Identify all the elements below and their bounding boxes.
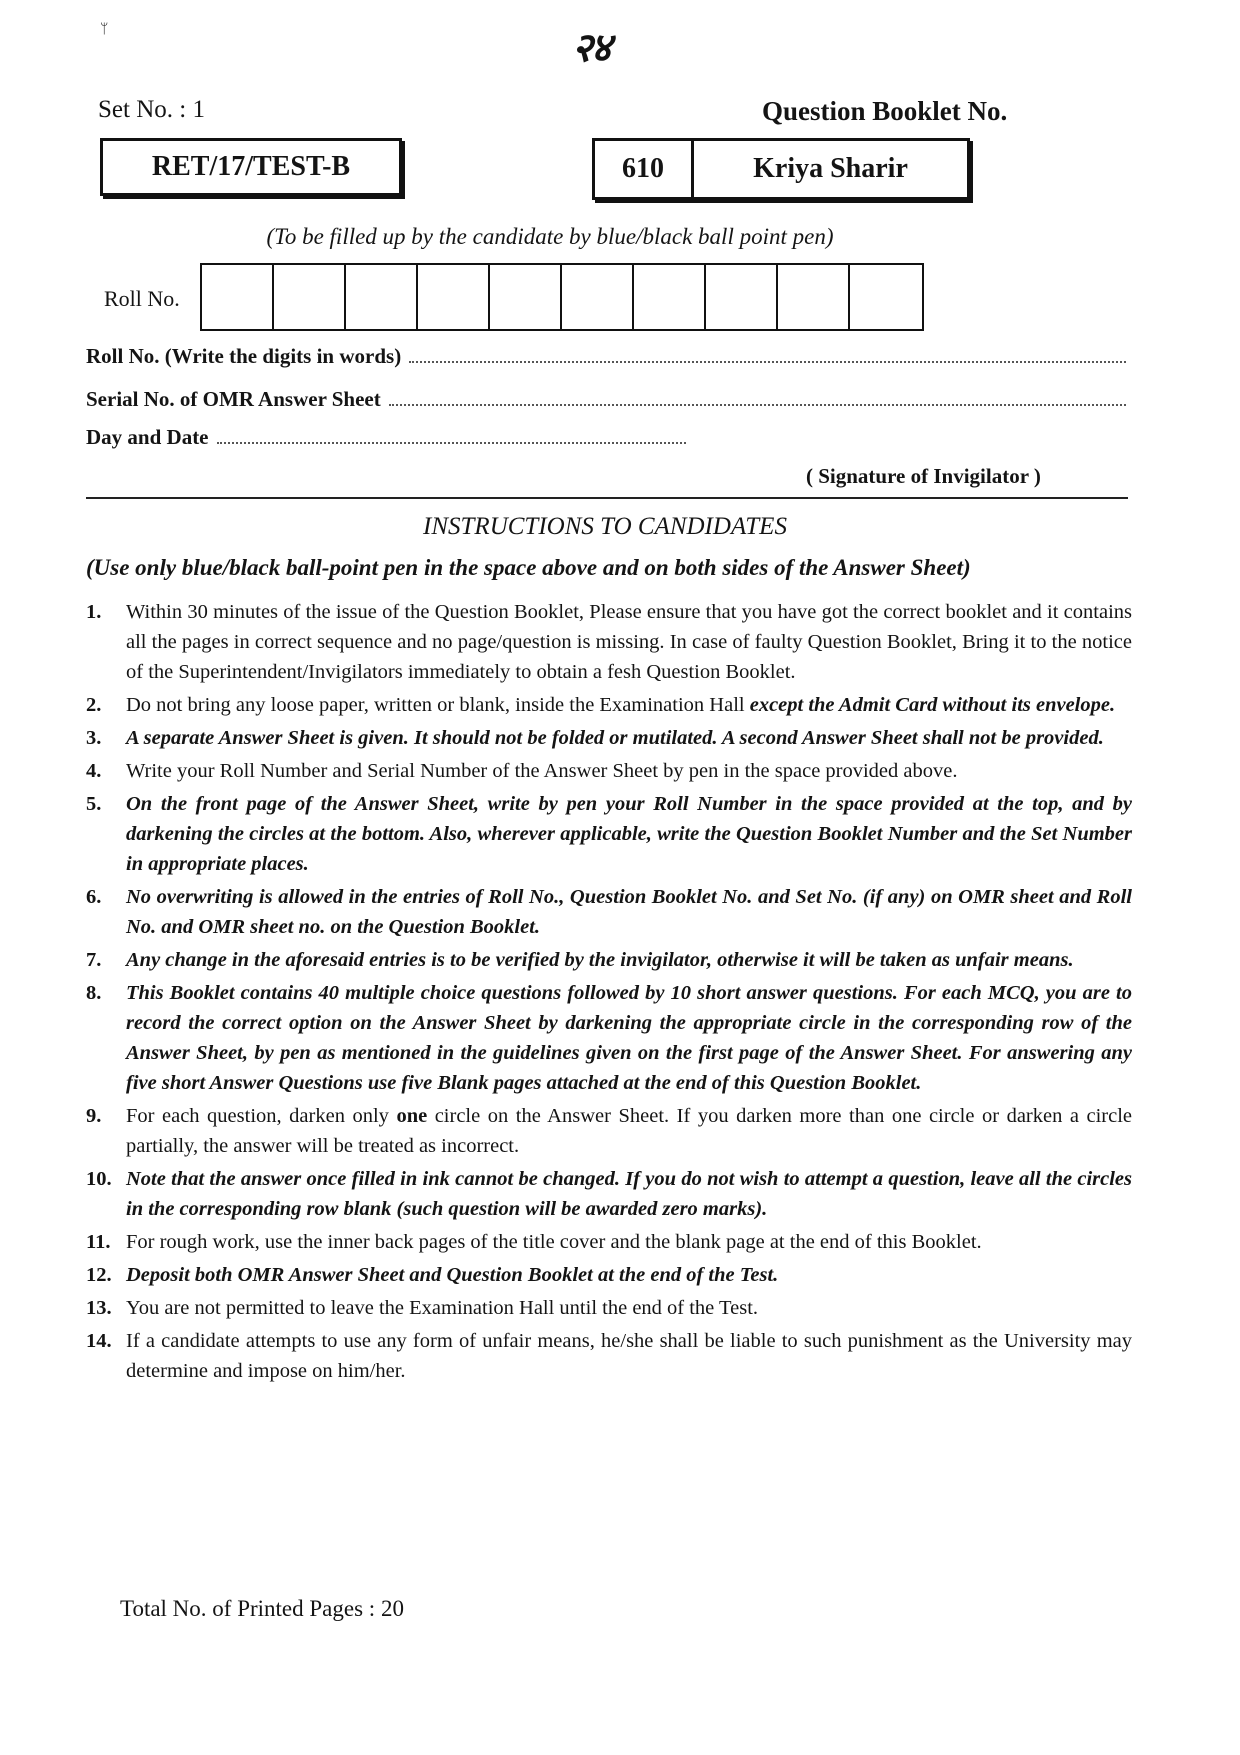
instruction-text xyxy=(126,1227,1132,1257)
instruction-text xyxy=(126,1164,1132,1224)
instruction-text-part: Note that the answer once filled in ink cannot be changed. If you do not wish to attempt a question, leave all the circles in the corresponding row blank (such question will be awarded zero marks). xyxy=(126,1168,1132,1220)
instruction-number: 10. xyxy=(86,1168,112,1190)
roll-digit-cell[interactable] xyxy=(562,265,634,329)
day-date-field xyxy=(86,424,686,450)
instruction-text xyxy=(126,1101,1132,1161)
instruction-text xyxy=(126,882,1132,942)
instruction-text-part: If a candidate attempts to use any form of unfair means, he/she shall be liable to such punishment as the University may determine and impose on him/her. xyxy=(126,1330,1132,1382)
instruction-text xyxy=(126,978,1132,1098)
instruction-item xyxy=(86,723,1132,753)
instruction-text xyxy=(126,1293,1132,1323)
fill-instruction: (To be filled up by the candidate by blue/black ball point pen) xyxy=(266,224,834,249)
instruction-item xyxy=(86,1227,1132,1257)
day-date-label: Day and Date xyxy=(86,425,209,449)
instruction-text-part: You are not permitted to leave the Examination Hall until the end of the Test. xyxy=(126,1297,759,1319)
instruction-text-part: Within 30 minutes of the issue of the Question Booklet, Please ensure that you have got the correct booklet and it contains all the pages in correct sequence and no page/question is missing. In case of faulty Question Booklet, Bring it to the notice of the Superintendent/Invigilators immediately to obtain a fesh Question Booklet. xyxy=(126,601,1132,683)
instruction-text xyxy=(126,597,1132,687)
omr-serial-field xyxy=(86,386,1126,412)
roll-digit-cell[interactable] xyxy=(778,265,850,329)
roll-in-words-input[interactable] xyxy=(409,343,1126,363)
instruction-number: 5. xyxy=(86,793,102,815)
instruction-item xyxy=(86,690,1132,720)
instruction-item xyxy=(86,1101,1132,1161)
instruction-number: 14. xyxy=(86,1330,112,1352)
instruction-item xyxy=(86,978,1132,1098)
instruction-text xyxy=(126,1260,1132,1290)
roll-digit-cell[interactable] xyxy=(418,265,490,329)
instruction-item xyxy=(86,597,1132,687)
instruction-text xyxy=(126,756,1132,786)
roll-number-grid xyxy=(200,263,924,331)
instruction-text xyxy=(126,945,1132,975)
instruction-item xyxy=(86,756,1132,786)
instruction-text-part: Deposit both OMR Answer Sheet and Question Booklet at the end of the Test. xyxy=(126,1264,779,1286)
instruction-text-part: This Booklet contains 40 multiple choice questions followed by 10 short answer questions. For each MCQ, you are to record the correct option on the Answer Sheet by darkening the appropriate circle in the corresponding row of the Answer Sheet, by pen as mentioned in the guidelines given on the first page of the Answer Sheet. For answering any five short Answer Questions use five Blank pages attached at the end of this Question Booklet. xyxy=(126,982,1132,1094)
instruction-number: 3. xyxy=(86,727,102,749)
instruction-text xyxy=(126,1326,1132,1386)
omr-serial-input[interactable] xyxy=(389,386,1126,406)
booklet-code: 610 xyxy=(595,141,694,197)
instruction-text-part: No overwriting is allowed in the entries of Roll No., Question Booklet No. and Set No. (if any) on OMR sheet and Roll No. and OMR sheet no. on the Question Booklet. xyxy=(126,886,1132,938)
instruction-text-part: Any change in the aforesaid entries is to be verified by the invigilator, otherwise it will be taken as unfair means. xyxy=(126,949,1074,971)
instruction-item xyxy=(86,1260,1132,1290)
instruction-item xyxy=(86,1293,1132,1323)
instruction-text-part: circle on the Answer Sheet. If you darken more than one circle or darken a circle partially, the answer will be treated as incorrect. xyxy=(126,1105,1133,1157)
instruction-item xyxy=(86,1164,1132,1224)
instruction-number: 1. xyxy=(86,601,102,623)
instruction-text xyxy=(126,789,1132,879)
roll-digit-cell[interactable] xyxy=(850,265,922,329)
instruction-text-part: one xyxy=(396,1105,428,1127)
instruction-number: 9. xyxy=(86,1105,102,1127)
instruction-text-part: On the front page of the Answer Sheet, write by pen your Roll Number in the space provided at the top, and by darkening the circles at the bottom. Also, wherever applicable, write the Question Booklet Number and the Set Number in appropriate places. xyxy=(126,793,1132,875)
instruction-text xyxy=(126,723,1132,753)
divider xyxy=(86,497,1128,499)
instructions-subtitle: (Use only blue/black ball-point pen in the space above and on both sides of the Answer Sheet) xyxy=(86,555,971,580)
question-booklet-label: Question Booklet No. xyxy=(762,96,1008,126)
instruction-text-part: Do not bring any loose paper, written or blank, inside the Examination Hall xyxy=(126,694,750,716)
corner-mark: ᛘ xyxy=(100,22,109,37)
test-code-box: RET/17/TEST-B xyxy=(100,138,402,196)
instruction-number: 12. xyxy=(86,1264,112,1286)
roll-in-words-label: Roll No. (Write the digits in words) xyxy=(86,344,402,368)
roll-digit-cell[interactable] xyxy=(202,265,274,329)
instructions-list xyxy=(86,597,1132,1389)
instruction-item xyxy=(86,1326,1132,1386)
instruction-text-part: For each question, darken only xyxy=(126,1105,397,1127)
roll-in-words-field xyxy=(86,343,1126,369)
invigilator-signature-label: ( Signature of Invigilator ) xyxy=(806,464,1041,488)
set-number: Set No. : 1 xyxy=(98,96,205,123)
instruction-number: 2. xyxy=(86,694,102,716)
instruction-text xyxy=(126,690,1132,720)
total-pages: Total No. of Printed Pages : 20 xyxy=(120,1596,404,1621)
day-date-input[interactable] xyxy=(217,424,686,444)
omr-serial-label: Serial No. of OMR Answer Sheet xyxy=(86,387,381,411)
instructions-title: INSTRUCTIONS TO CANDIDATES xyxy=(423,513,787,540)
instruction-number: 11. xyxy=(86,1231,111,1253)
roll-digit-cell[interactable] xyxy=(346,265,418,329)
booklet-number-box xyxy=(592,138,970,200)
instruction-item xyxy=(86,789,1132,879)
instruction-number: 13. xyxy=(86,1297,112,1319)
roll-digit-cell[interactable] xyxy=(706,265,778,329)
roll-no-label: Roll No. xyxy=(104,286,180,311)
instruction-number: 6. xyxy=(86,886,102,908)
instruction-number: 7. xyxy=(86,949,102,971)
instruction-number: 4. xyxy=(86,760,102,782)
instruction-text-part: A separate Answer Sheet is given. It should not be folded or mutilated. A second Answer Sheet shall not be provided. xyxy=(126,727,1104,749)
instruction-item xyxy=(86,945,1132,975)
instruction-text-part: except the Admit Card without its envelope. xyxy=(749,694,1116,716)
instruction-text-part: Write your Roll Number and Serial Number of the Answer Sheet by pen in the space provided above. xyxy=(126,760,958,782)
roll-digit-cell[interactable] xyxy=(634,265,706,329)
roll-digit-cell[interactable] xyxy=(274,265,346,329)
instruction-item xyxy=(86,882,1132,942)
instruction-number: 8. xyxy=(86,982,102,1004)
roll-digit-cell[interactable] xyxy=(490,265,562,329)
subject-name: Kriya Sharir xyxy=(753,153,908,184)
handwritten-page-mark: २४ xyxy=(572,25,610,70)
instruction-text-part: For rough work, use the inner back pages of the title cover and the blank page at the end of this Booklet. xyxy=(126,1231,982,1253)
